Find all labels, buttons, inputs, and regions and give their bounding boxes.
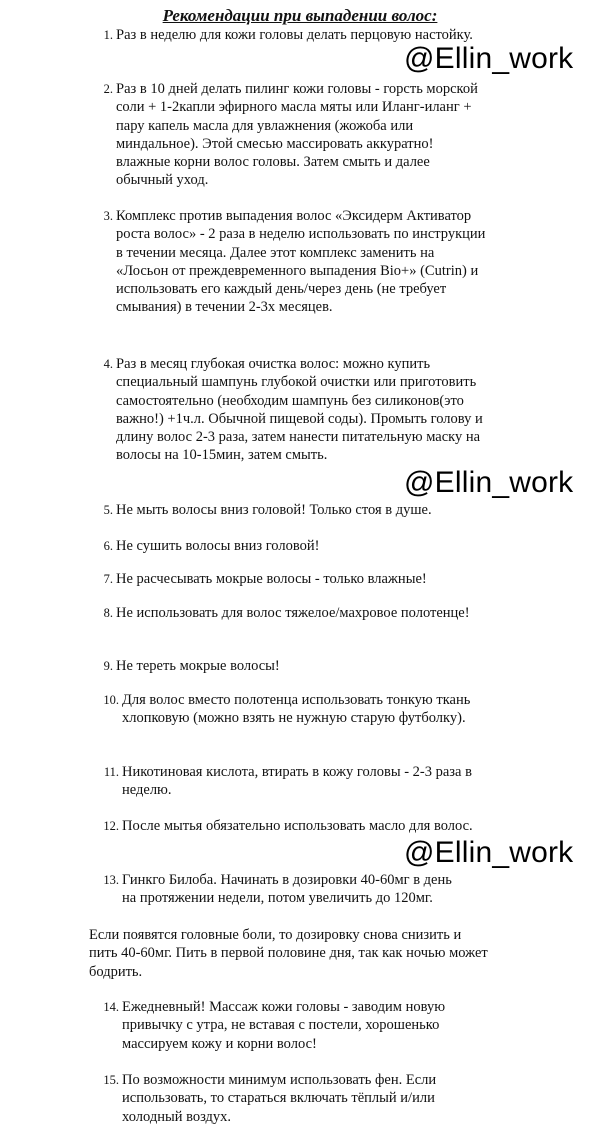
item-number: 6.	[103, 539, 113, 553]
watermark: @Ellin_work	[404, 42, 574, 75]
item-text: Не сушить волосы вниз головой!	[116, 538, 320, 554]
item-number: 10.	[103, 693, 119, 707]
item-number: 14.	[103, 1000, 119, 1014]
item-number: 5.	[103, 503, 113, 517]
item-text: Для волос вместо полотенца использовать тонкую ткань хлопковую (можно взять не нужную старую футболку).	[122, 692, 471, 727]
item-number: 4.	[103, 357, 113, 371]
item-text: Ежедневный! Массаж кожи головы - заводим новую привычку с утра, не вставая с постели, хорошенько массируем кожу и корни волос!	[122, 999, 446, 1052]
item-text: Не мыть волосы вниз головой! Только стоя в душе.	[116, 502, 432, 518]
item-text: Не использовать для волос тяжелое/махровое полотенце!	[116, 605, 470, 621]
item-number: 1.	[103, 28, 113, 42]
item-text: Раз в 10 дней делать пилинг кожи головы - горсть морской соли + 1-2капли эфирного масла мяты или Иланг-иланг + пару капель масла для увлажнения (жожоба или миндальное). Этой смесью массировать аккуратно! влажные корни волос головы. Затем смыть и далее обычный уход.	[116, 81, 478, 189]
item-number: 3.	[103, 209, 113, 223]
item-13-note: Если появятся головные боли, то дозировку снова снизить и пить 40-60мг. Пить в первой половине дня, так как ночью может бодрить.	[89, 927, 488, 980]
item-number: 9.	[103, 659, 113, 673]
item-number: 15.	[103, 1073, 119, 1087]
watermark: @Ellin_work	[404, 466, 574, 499]
item-text: После мытья обязательно использовать масло для волос.	[122, 818, 473, 834]
watermark: @Ellin_work	[404, 836, 574, 869]
item-number: 13.	[103, 873, 119, 887]
item-number: 2.	[103, 82, 113, 96]
item-text: Никотиновая кислота, втирать в кожу головы - 2-3 раза в неделю.	[122, 764, 472, 799]
item-text: Раз в неделю для кожи головы делать перцовую настойку.	[116, 27, 473, 43]
page-title: Рекомендации при выпадении волос:	[162, 6, 438, 25]
item-text: Гинкго Билоба. Начинать в дозировки 40-60мг в день на протяжении недели, потом увеличить до 120мг.	[122, 872, 452, 907]
item-number: 12.	[103, 819, 119, 833]
item-text: По возможности минимум использовать фен. Если использовать, то стараться включать тёплый и/или холодный воздух.	[122, 1072, 437, 1125]
item-text: Не расчесывать мокрые волосы - только влажные!	[116, 571, 427, 587]
item-number: 8.	[103, 606, 113, 620]
item-number: 7.	[103, 572, 113, 586]
item-text: Не тереть мокрые волосы!	[116, 658, 280, 674]
item-text: Раз в месяц глубокая очистка волос: можно купить специальный шампунь глубокой очистки или приготовить самостоятельно (необходим шампунь без силиконов(это важно!) +1ч.л. Обычной пищевой соды). Промыть голову и длину волос 2-3 раза, затем нанести питательную маску на волосы на 10-15мин, затем смыть.	[116, 356, 483, 464]
item-number: 11.	[103, 765, 119, 779]
item-text: Комплекс против выпадения волос «Эксидерм Активатор роста волос» - 2 раза в неделю использовать по инструкции в течении месяца. Далее этот комплекс заменить на «Лосьон от преждевременного выпадения Bio+» (Cutrin) и использовать его каждый день/через день (не требует смывания) в течении 2-3х месяцев.	[116, 208, 486, 316]
